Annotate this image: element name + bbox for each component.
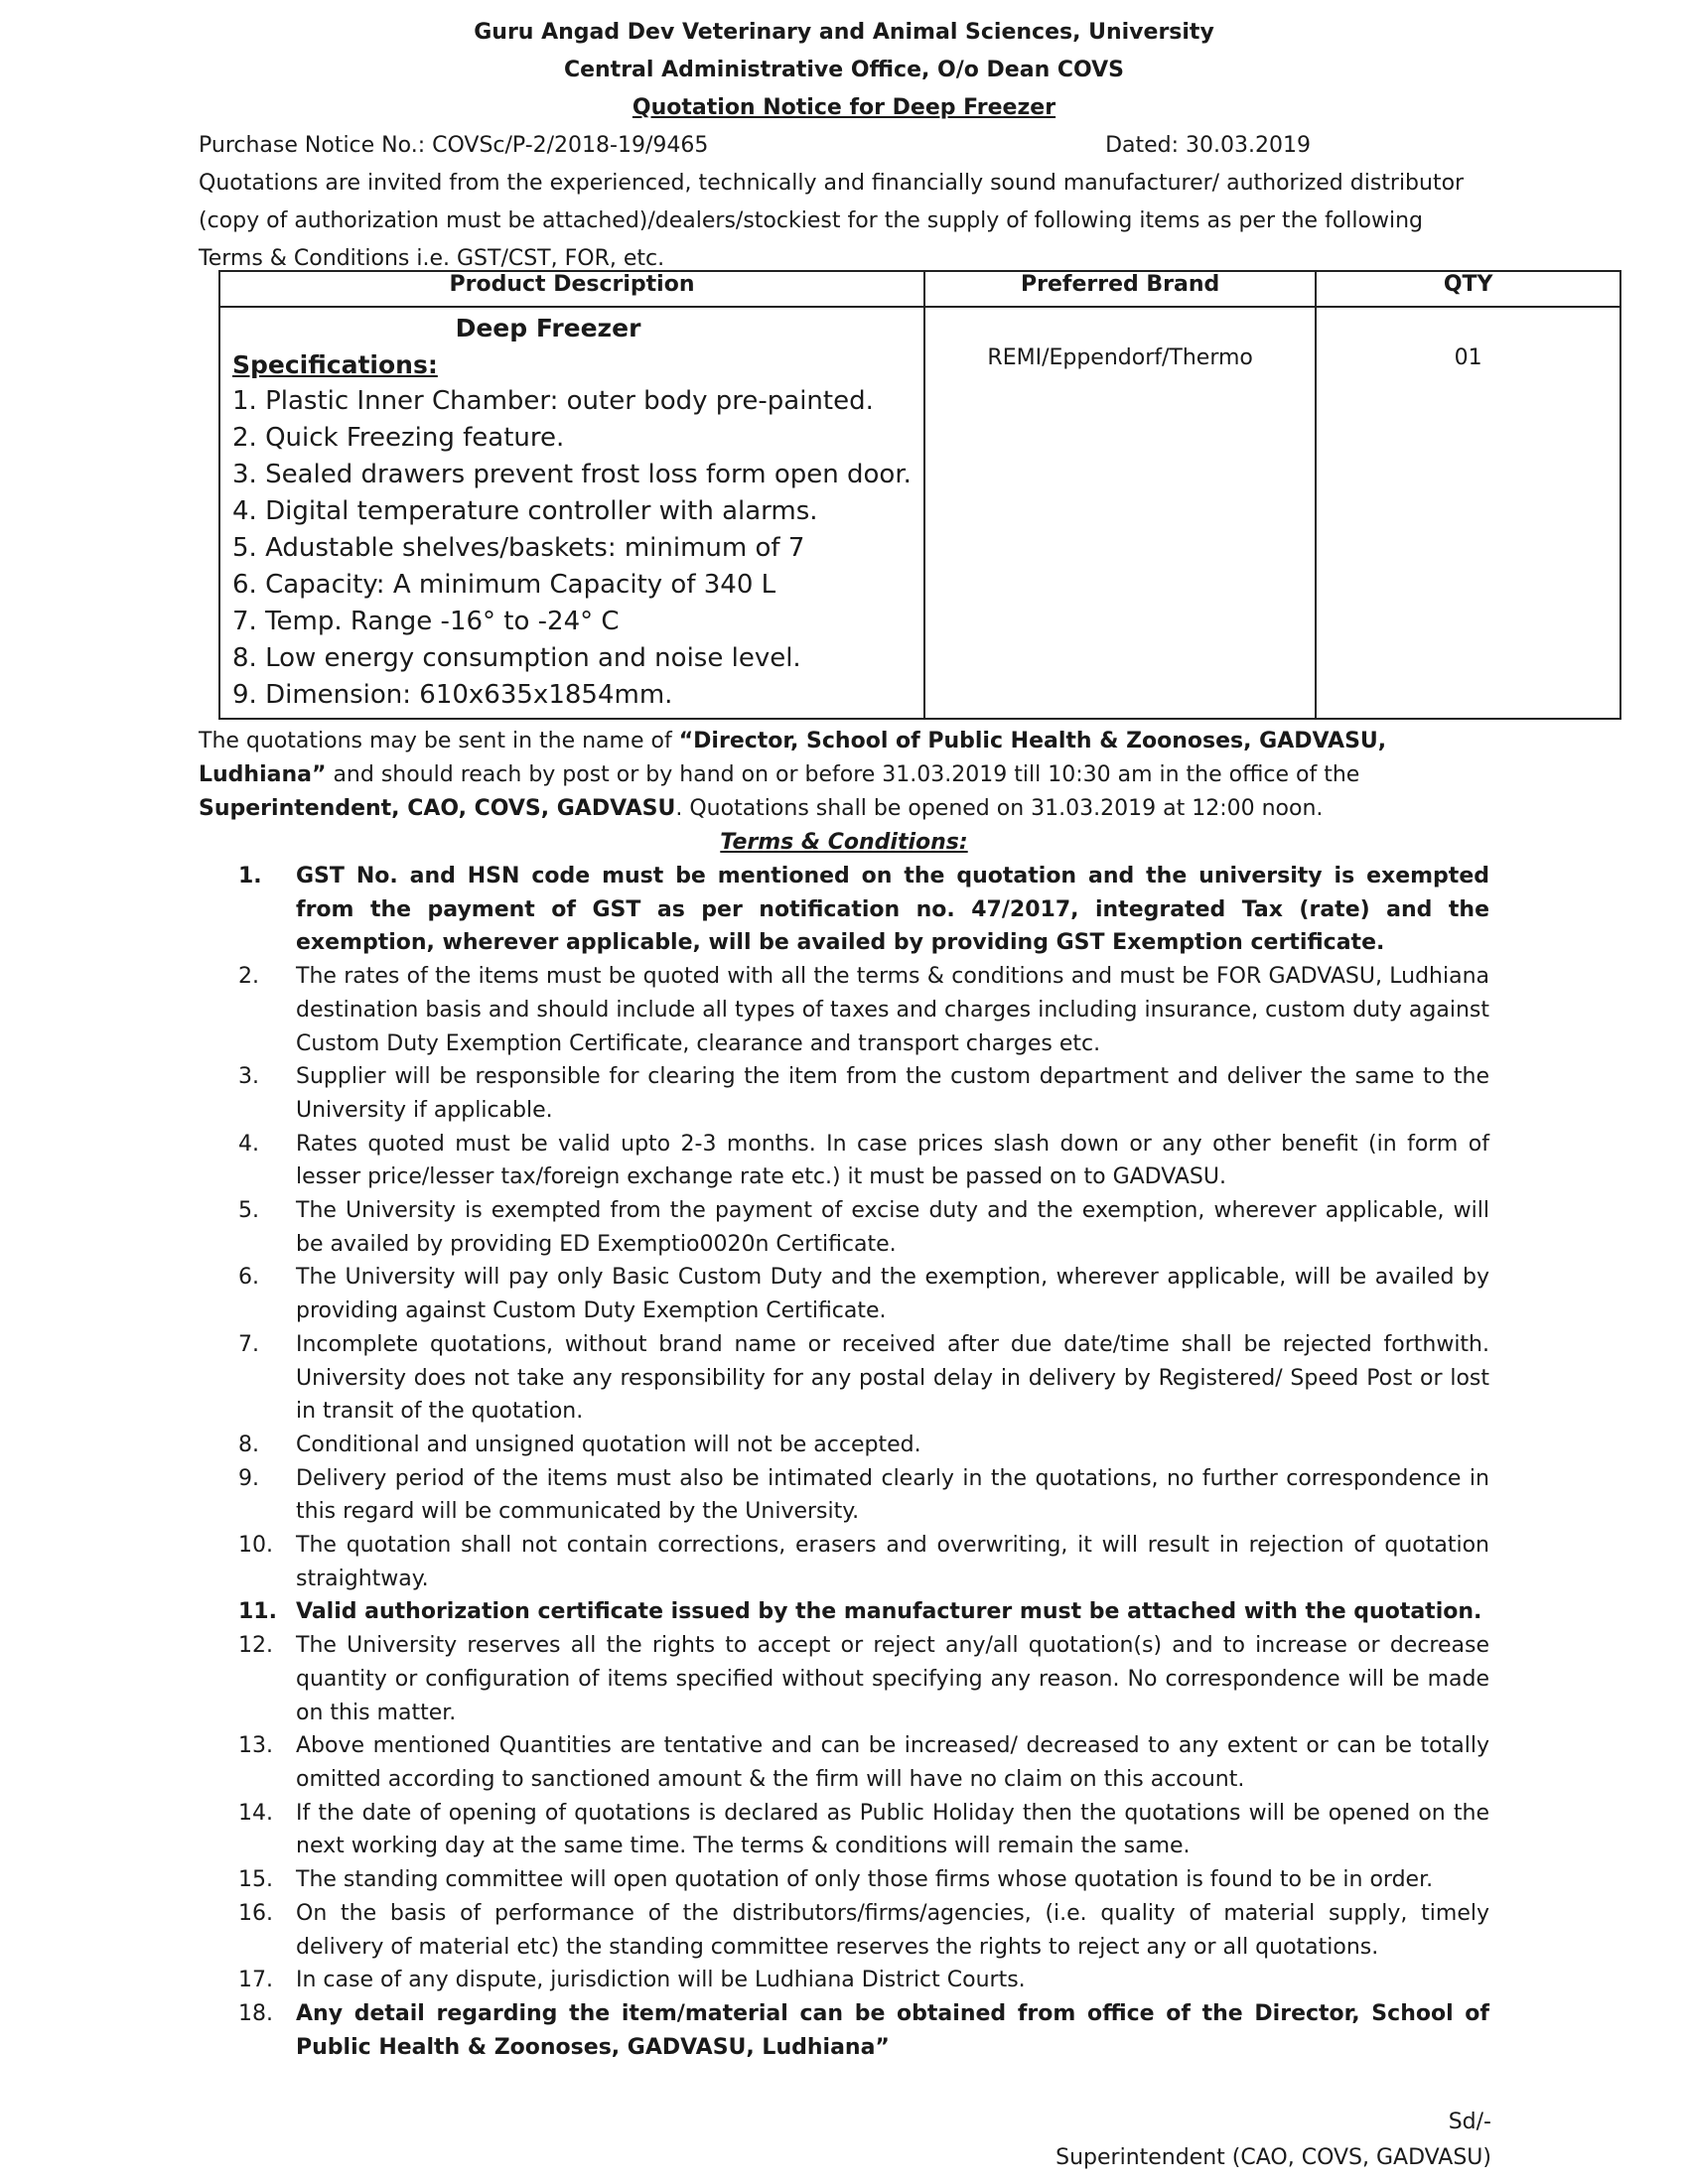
term-number: 13. (238, 1733, 273, 1759)
term-item (238, 1629, 1489, 1729)
term-text: Any detail regarding the item/material can be obtained from office of the Director, School of Public Health & Zoonoses, GADVASU, Ludhiana” (296, 2000, 1489, 2060)
purchase-notice-number: Purchase Notice No.: COVSc/P-2/2018-19/9465 (199, 133, 709, 158)
spec-item: 5. Adustable shelves/baskets: minimum of 7 (232, 533, 805, 563)
term-number: 5. (238, 1198, 259, 1224)
receiving-office: Superintendent, CAO, COVS, GADVASU (199, 796, 676, 821)
intro-paragraph: Quotations are invited from the experienced, technically and financially sound manufacturer/ authorized distributor (copy of authorization must be attached)/dealers/stockiest for the supply of following items as per the following Terms & Conditions i.e. GST/CST, FOR, etc. (199, 171, 1465, 271)
header-product-description: Product Description (219, 271, 924, 307)
term-item (238, 960, 1489, 1060)
notice-title: Quotation Notice for Deep Freezer (632, 95, 1056, 120)
term-number: 16. (238, 1900, 273, 1926)
term-item (238, 1897, 1489, 1964)
term-item (238, 1863, 1489, 1897)
address-paragraph (199, 725, 1489, 826)
header-preferred-brand: Preferred Brand (924, 271, 1316, 307)
term-number: 8. (238, 1432, 259, 1457)
term-text: The quotation shall not contain corrections, erasers and overwriting, it will result in rejection of quotation straightway. (296, 1533, 1489, 1591)
term-number: 11. (238, 1599, 277, 1625)
term-number: 7. (238, 1331, 259, 1357)
term-item (238, 1261, 1489, 1327)
term-number: 2. (238, 964, 259, 990)
term-number: 12. (238, 1633, 273, 1659)
term-text: Conditional and unsigned quotation will not be accepted. (296, 1432, 921, 1457)
term-number: 14. (238, 1800, 273, 1826)
term-text: Valid authorization certificate issued by the manufacturer must be attached with the quotation. (296, 1599, 1482, 1625)
preferred-brand-cell: REMI/Eppendorf/Thermo (924, 307, 1316, 719)
term-item (238, 1462, 1489, 1529)
spec-item: 8. Low energy consumption and noise level. (232, 643, 801, 673)
product-description-cell (219, 307, 924, 719)
term-text: Above mentioned Quantities are tentative and can be increased/ decreased to any extent or can be totally omitted according to sanctioned amount & the firm will have no claim on this account. (296, 1733, 1489, 1792)
notice-date: Dated: 30.03.2019 (1105, 133, 1311, 158)
spec-item: 1. Plastic Inner Chamber: outer body pre-painted. (232, 386, 874, 416)
term-number: 6. (238, 1265, 259, 1291)
term-text: If the date of opening of quotations is declared as Public Holiday then the quotations will be opened on the next working day at the same time. The terms & conditions will remain the same. (296, 1800, 1489, 1859)
terms-heading: Terms & Conditions: (720, 830, 968, 855)
spec-item: 2. Quick Freezing feature. (232, 423, 565, 453)
term-item (238, 1729, 1489, 1796)
signature-block (1055, 2105, 1491, 2176)
term-number: 3. (238, 1064, 259, 1090)
term-item (238, 1997, 1489, 2064)
spec-item: 7. Temp. Range -16° to -24° C (232, 607, 620, 636)
term-text: The University reserves all the rights to accept or reject any/all quotation(s) and to increase or decrease quantity or configuration of items specified without specifying any reason. No correspondence will be made on this matter. (296, 1633, 1489, 1725)
term-text: Incomplete quotations, without brand name or received after due date/time shall be rejected forthwith. University does not take any responsibility for any postal delay in delivery by Registered/ Speed Post or lost in transit of the quotation. (296, 1331, 1489, 1425)
term-number: 17. (238, 1968, 273, 1993)
table-header-row (219, 271, 1620, 307)
term-text: Supplier will be responsible for clearing the item from the custom department and deliver the same to the University if applicable. (296, 1064, 1489, 1123)
spec-item: 4. Digital temperature controller with alarms. (232, 496, 818, 526)
term-item (238, 1529, 1489, 1595)
address-text: and should reach by post or by hand on or before 31.03.2019 till 10:30 am in the office of the (326, 762, 1360, 787)
header-qty: QTY (1316, 271, 1620, 307)
addressee-name: “Director, School of Public Health & Zoonoses, GADVASU, Ludhiana” (199, 729, 1387, 787)
term-item (238, 1964, 1489, 1997)
term-item (238, 1194, 1489, 1261)
spec-item: 6. Capacity: A minimum Capacity of 340 L (232, 570, 776, 600)
signature-sd: Sd/- (1448, 2110, 1491, 2134)
term-item (238, 1128, 1489, 1194)
document-page (199, 14, 1489, 278)
term-number: 18. (238, 2000, 273, 2026)
table-row (219, 307, 1620, 719)
term-text: Rates quoted must be valid upto 2-3 months. In case prices slash down or any other benefit (in form of lesser price/lesser tax/foreign exchange rate etc.) it must be passed on to GADVASU. (296, 1131, 1489, 1190)
term-text: In case of any dispute, jurisdiction will be Ludhiana District Courts. (296, 1968, 1026, 1993)
term-text: The rates of the items must be quoted with all the terms & conditions and must be FOR GADVASU, Ludhiana destination basis and should include all types of taxes and charges including insurance, custom duty against Custom Duty Exemption Certificate, clearance and transport charges etc. (296, 964, 1489, 1056)
specifications-heading: Specifications: (232, 350, 438, 379)
term-text: The standing committee will open quotation of only those firms whose quotation is found to be in order. (296, 1867, 1434, 1893)
address-text: The quotations may be sent in the name of (199, 729, 679, 753)
term-item (238, 1595, 1489, 1629)
term-number: 15. (238, 1867, 273, 1893)
term-item (238, 1429, 1489, 1462)
term-text: On the basis of performance of the distributors/firms/agencies, (i.e. quality of material supply, timely delivery of material etc) the standing committee reserves the rights to reject any or all quotations. (296, 1900, 1489, 1960)
signatory-designation: Superintendent (CAO, COVS, GADVASU) (1055, 2145, 1491, 2170)
office-name: Central Administrative Office, O/o Dean COVS (563, 58, 1125, 82)
product-name: Deep Freezer (455, 314, 641, 342)
term-number: 4. (238, 1131, 259, 1157)
qty-cell: 01 (1316, 307, 1620, 719)
term-text: The University will pay only Basic Custom Duty and the exemption, wherever applicable, will be availed by providing against Custom Duty Exemption Certificate. (296, 1265, 1489, 1324)
address-text: . Quotations shall be opened on 31.03.2019 at 12:00 noon. (675, 796, 1324, 821)
terms-heading-wrap (199, 826, 1489, 860)
term-item (238, 860, 1489, 960)
term-text: The University is exempted from the payment of excise duty and the exemption, wherever applicable, will be availed by providing ED Exemptio0020n Certificate. (296, 1198, 1489, 1257)
term-text: Delivery period of the items must also be intimated clearly in the quotations, no further correspondence in this regard will be communicated by the University. (296, 1465, 1489, 1525)
term-number: 1. (238, 864, 262, 888)
term-number: 10. (238, 1533, 273, 1559)
term-number: 9. (238, 1465, 259, 1491)
spec-item: 3. Sealed drawers prevent frost loss form open door. (232, 460, 912, 489)
term-item (238, 1060, 1489, 1127)
university-name: Guru Angad Dev Veterinary and Animal Sciences, University (474, 20, 1214, 45)
term-text: GST No. and HSN code must be mentioned on the quotation and the university is exempted from the payment of GST as per notification no. 47/2017, integrated Tax (rate) and the exemption, wherever applicable, will be availed by providing GST Exemption certificate. (296, 864, 1489, 956)
terms-list (238, 860, 1489, 2064)
notice-line (199, 127, 1489, 165)
term-item (238, 1328, 1489, 1429)
items-table (218, 270, 1621, 720)
spec-item: 9. Dimension: 610x635x1854mm. (232, 680, 673, 710)
term-item (238, 1797, 1489, 1863)
